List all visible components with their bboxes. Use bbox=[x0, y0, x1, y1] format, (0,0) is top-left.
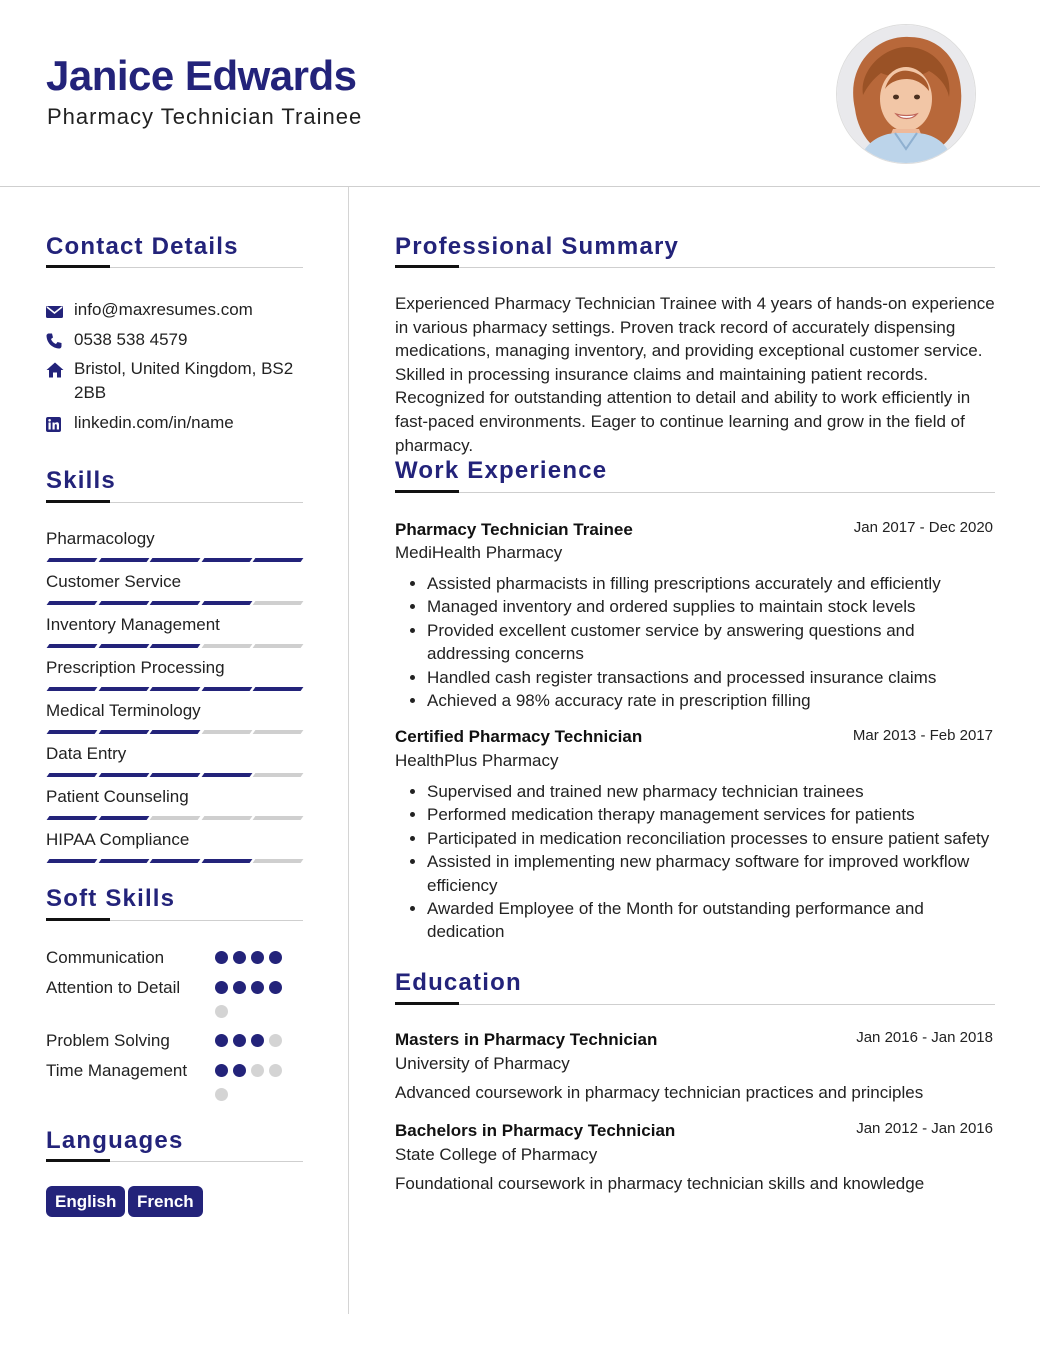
job-bullet: • Managed inventory and ordered supplies to maintain stock levels bbox=[427, 595, 995, 618]
job-title: Certified Pharmacy Technician bbox=[395, 727, 643, 746]
skill-name: Pharmacology bbox=[46, 529, 155, 548]
rating-dot-empty bbox=[269, 1034, 282, 1047]
rating-dot-filled bbox=[269, 951, 282, 964]
rating-dot-filled bbox=[215, 981, 228, 994]
contact-phone-text: 0538 538 4579 bbox=[74, 330, 188, 349]
work-heading: Work Experience bbox=[395, 457, 608, 484]
soft-skill-rating bbox=[213, 981, 303, 1041]
skill-level-segment-filled bbox=[47, 859, 98, 863]
rating-dot-empty bbox=[215, 1088, 228, 1101]
job-dates: Mar 2013 - Feb 2017 bbox=[852, 727, 993, 744]
education-school: University of Pharmacy bbox=[395, 1054, 570, 1073]
education-description: Foundational coursework in pharmacy technician skills and knowledge bbox=[395, 1174, 925, 1193]
job-bullet: • Assisted pharmacists in filling prescriptions accurately and efficiently bbox=[427, 572, 995, 595]
skill-level-segment-filled bbox=[150, 859, 201, 863]
skill-level-segment-filled bbox=[47, 816, 98, 820]
phone-icon bbox=[46, 332, 64, 348]
job-bullet: • Awarded Employee of the Month for outstanding performance and dedication bbox=[427, 897, 995, 944]
skill-level-segment-filled bbox=[98, 601, 149, 605]
job-bullet: • Achieved a 98% accuracy rate in prescription filling bbox=[427, 689, 995, 712]
job-dates: Jan 2017 - Dec 2020 bbox=[853, 519, 993, 536]
candidate-title: Pharmacy Technician Trainee bbox=[47, 104, 363, 129]
soft-skill-name: Communication bbox=[46, 948, 165, 967]
job-bullets bbox=[395, 572, 995, 712]
column-divider bbox=[348, 187, 349, 1314]
skill-level-bar bbox=[46, 601, 304, 605]
rating-dot-filled bbox=[233, 951, 246, 964]
education-school: State College of Pharmacy bbox=[395, 1145, 598, 1164]
soft-skill-name: Problem Solving bbox=[46, 1031, 170, 1050]
skill-level-segment-filled bbox=[150, 601, 201, 605]
rating-dot-filled bbox=[251, 951, 264, 964]
rating-dot-filled bbox=[215, 1034, 228, 1047]
skill-name: Data Entry bbox=[46, 744, 127, 763]
skill-level-segment-filled bbox=[98, 644, 149, 648]
skill-level-segment-filled bbox=[150, 687, 201, 691]
skill-name: HIPAA Compliance bbox=[46, 830, 190, 849]
contact-address-text: Bristol, United Kingdom, BS2 2BB bbox=[74, 359, 294, 402]
soft-skill-name: Time Management bbox=[46, 1061, 188, 1080]
rating-dot-empty bbox=[251, 1064, 264, 1077]
skill-level-segment-filled bbox=[253, 558, 304, 562]
skill-level-segment-filled bbox=[150, 730, 201, 734]
skill-level-bar bbox=[46, 859, 304, 863]
job-bullets bbox=[395, 780, 995, 944]
education-degree: Masters in Pharmacy Technician bbox=[395, 1030, 658, 1049]
contact-email-text: info@maxresumes.com bbox=[74, 300, 253, 319]
skill-level-segment-filled bbox=[98, 558, 149, 562]
language-badge-french: French bbox=[128, 1186, 203, 1217]
skill-name: Patient Counseling bbox=[46, 787, 189, 806]
skill-level-segment-empty bbox=[253, 644, 304, 648]
skill-level-segment-filled bbox=[47, 730, 98, 734]
contact-linkedin-text: linkedin.com/in/name bbox=[74, 413, 234, 432]
skill-level-segment-empty bbox=[253, 859, 304, 863]
skill-name: Prescription Processing bbox=[46, 658, 225, 677]
skill-level-segment-filled bbox=[47, 687, 98, 691]
skill-level-segment-empty bbox=[253, 816, 304, 820]
skill-level-segment-filled bbox=[201, 687, 252, 691]
rating-dot-filled bbox=[233, 1064, 246, 1077]
skill-level-bar bbox=[46, 644, 304, 648]
skill-level-segment-filled bbox=[98, 859, 149, 863]
skill-level-bar bbox=[46, 773, 304, 777]
education-description: Advanced coursework in pharmacy technician practices and principles bbox=[395, 1083, 924, 1102]
linkedin-icon bbox=[46, 415, 64, 431]
skill-level-segment-filled bbox=[47, 601, 98, 605]
resume-header bbox=[0, 0, 1040, 187]
skill-name: Medical Terminology bbox=[46, 701, 201, 720]
education-degree: Bachelors in Pharmacy Technician bbox=[395, 1121, 676, 1140]
rating-dot-filled bbox=[215, 1064, 228, 1077]
job-bullet: • Provided excellent customer service by answering questions and addressing concerns bbox=[427, 619, 995, 666]
job-bullet: • Supervised and trained new pharmacy technician trainees bbox=[427, 780, 995, 803]
skill-name: Customer Service bbox=[46, 572, 182, 591]
skill-level-segment-filled bbox=[98, 730, 149, 734]
skill-level-segment-empty bbox=[253, 601, 304, 605]
home-icon bbox=[46, 361, 64, 377]
skill-level-segment-filled bbox=[98, 773, 149, 777]
contact-heading-rule bbox=[46, 267, 303, 268]
profile-photo-illustration bbox=[837, 25, 975, 163]
job-bullet: • Handled cash register transactions and processed insurance claims bbox=[427, 666, 995, 689]
soft-skill-name: Attention to Detail bbox=[46, 978, 181, 997]
skill-level-segment-empty bbox=[201, 816, 252, 820]
skill-level-segment-empty bbox=[150, 816, 201, 820]
skill-level-bar bbox=[46, 816, 304, 820]
job-bullet: • Assisted in implementing new pharmacy software for improved workflow efficiency bbox=[427, 850, 995, 897]
skill-level-segment-filled bbox=[47, 644, 98, 648]
envelope-icon bbox=[46, 302, 64, 318]
rating-dot-filled bbox=[233, 1034, 246, 1047]
rating-dot-filled bbox=[251, 1034, 264, 1047]
job-employer: HealthPlus Pharmacy bbox=[395, 751, 559, 770]
skill-level-segment-empty bbox=[253, 773, 304, 777]
skill-level-bar bbox=[46, 558, 304, 562]
skill-level-segment-filled bbox=[98, 816, 149, 820]
skill-level-segment-filled bbox=[150, 558, 201, 562]
skill-name: Inventory Management bbox=[46, 615, 220, 634]
skill-level-bar bbox=[46, 730, 304, 734]
skill-level-segment-filled bbox=[98, 687, 149, 691]
languages-heading: Languages bbox=[46, 1127, 184, 1154]
education-heading-rule bbox=[395, 1004, 995, 1005]
rating-dot-filled bbox=[269, 981, 282, 994]
job-title: Pharmacy Technician Trainee bbox=[395, 520, 633, 539]
skill-level-segment-filled bbox=[201, 859, 252, 863]
skill-level-segment-filled bbox=[47, 773, 98, 777]
skill-level-bar bbox=[46, 687, 304, 691]
rating-dot-empty bbox=[215, 1005, 228, 1018]
rating-dot-filled bbox=[251, 981, 264, 994]
soft-skills-heading: Soft Skills bbox=[46, 885, 176, 912]
skill-level-segment-empty bbox=[201, 644, 252, 648]
rating-dot-empty bbox=[269, 1064, 282, 1077]
skill-level-segment-empty bbox=[253, 730, 304, 734]
rating-dot-filled bbox=[215, 951, 228, 964]
soft-skills-heading-rule bbox=[46, 920, 303, 921]
summary-heading-rule bbox=[395, 267, 995, 268]
candidate-name: Janice Edwards bbox=[46, 52, 357, 99]
job-employer: MediHealth Pharmacy bbox=[395, 543, 563, 562]
work-heading-rule bbox=[395, 492, 995, 493]
skill-level-segment-filled bbox=[201, 601, 252, 605]
summary-heading: Professional Summary bbox=[395, 233, 680, 260]
education-dates: Jan 2012 - Jan 2016 bbox=[856, 1120, 993, 1137]
profile-photo bbox=[836, 24, 976, 164]
rating-dot-filled bbox=[233, 981, 246, 994]
soft-skill-rating bbox=[213, 1064, 303, 1124]
education-heading: Education bbox=[395, 969, 522, 996]
skill-level-segment-filled bbox=[253, 687, 304, 691]
language-badge-english: English bbox=[46, 1186, 125, 1217]
skill-level-segment-filled bbox=[47, 558, 98, 562]
skill-level-segment-filled bbox=[150, 644, 201, 648]
job-bullet: • Participated in medication reconciliation processes to ensure patient safety bbox=[427, 827, 995, 850]
skill-level-segment-empty bbox=[201, 730, 252, 734]
education-dates: Jan 2016 - Jan 2018 bbox=[856, 1029, 993, 1046]
languages-heading-rule bbox=[46, 1161, 303, 1162]
skill-level-segment-filled bbox=[150, 773, 201, 777]
skill-level-segment-filled bbox=[201, 773, 252, 777]
summary-text: Experienced Pharmacy Technician Trainee with 4 years of hands-on experience in various pharmacy settings. Proven track record of accurately dispensing medications, managing inventory, and providing exceptional customer service. Skilled in processing insurance claims and maintaining patient records. Recognized for outstanding attention to detail and ability to work efficiently in fast-paced environments. Eager to continue learning and grow in the field of pharmacy. bbox=[395, 294, 995, 455]
skill-level-segment-filled bbox=[201, 558, 252, 562]
skills-heading: Skills bbox=[46, 467, 116, 494]
skills-heading-rule bbox=[46, 502, 303, 503]
contact-heading: Contact Details bbox=[46, 233, 239, 260]
job-bullet: • Performed medication therapy management services for patients bbox=[427, 803, 995, 826]
